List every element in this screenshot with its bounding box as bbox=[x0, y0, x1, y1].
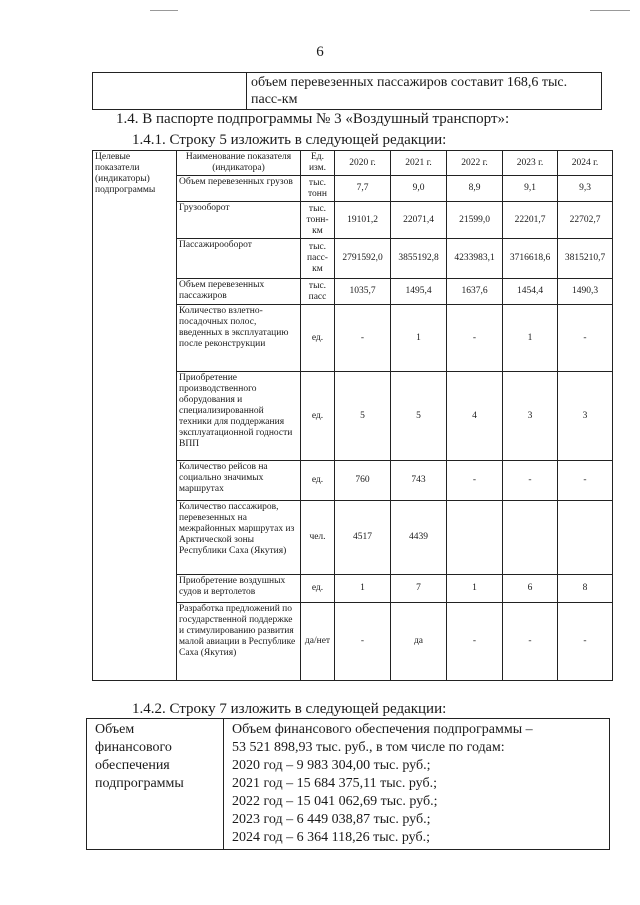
indicator-value: 8,9 bbox=[447, 176, 503, 202]
indicator-value: 1 bbox=[391, 305, 447, 372]
header-year: 2023 г. bbox=[503, 151, 558, 176]
section-heading-1-4-1: 1.4.1. Строку 5 изложить в следующей редакции: bbox=[132, 132, 447, 148]
indicator-value: 1490,3 bbox=[558, 279, 613, 305]
indicator-value: 1637,6 bbox=[447, 279, 503, 305]
finance-year-line: 2022 год – 15 041 062,69 тыс. руб.; bbox=[232, 794, 438, 809]
finance-table bbox=[86, 718, 610, 850]
header-name: Наименование показателя (индикатора) bbox=[177, 151, 301, 176]
top-row-line1: объем перевезенных пассажиров составит 168,6 тыс. bbox=[251, 75, 568, 90]
indicator-value: 3815210,7 bbox=[558, 239, 613, 279]
indicator-value: 22702,7 bbox=[558, 202, 613, 239]
indicator-value: 3716618,6 bbox=[503, 239, 558, 279]
finance-details-cell bbox=[224, 719, 610, 850]
finance-label-line: финансового bbox=[95, 740, 172, 755]
finance-line: Объем финансового обеспечения подпрограммы – bbox=[232, 722, 533, 737]
indicator-value: 1495,4 bbox=[391, 279, 447, 305]
indicator-value: 4517 bbox=[335, 501, 391, 575]
indicator-name: Количество рейсов на социально значимых маршрутах bbox=[177, 461, 301, 501]
indicator-value: 3 bbox=[503, 372, 558, 461]
header-unit: Ед. изм. bbox=[301, 151, 335, 176]
indicator-name: Приобретение воздушных судов и вертолетов bbox=[177, 575, 301, 603]
top-row-line2: пасс-км bbox=[251, 92, 298, 107]
indicator-name: Количество пассажиров, перевезенных на межрайонных маршрутах из Арктической зоны Республики Саха (Якутия) bbox=[177, 501, 301, 575]
indicator-value: - bbox=[558, 603, 613, 681]
indicator-name: Объем перевезенных пассажиров bbox=[177, 279, 301, 305]
indicator-unit: чел. bbox=[301, 501, 335, 575]
indicator-value: 1035,7 bbox=[335, 279, 391, 305]
indicator-value: 5 bbox=[391, 372, 447, 461]
indicator-value: 4439 bbox=[391, 501, 447, 575]
indicator-value: - bbox=[335, 305, 391, 372]
indicator-unit: тыс. пасс-км bbox=[301, 239, 335, 279]
indicator-value: 3855192,8 bbox=[391, 239, 447, 279]
indicator-name: Пассажирооборот bbox=[177, 239, 301, 279]
indicator-value: да bbox=[391, 603, 447, 681]
empty-cell bbox=[93, 73, 247, 110]
indicator-unit: да/нет bbox=[301, 603, 335, 681]
previous-table-fragment bbox=[92, 72, 602, 110]
indicator-value: 3 bbox=[558, 372, 613, 461]
scan-mark-right bbox=[590, 10, 630, 11]
header-year: 2022 г. bbox=[447, 151, 503, 176]
passenger-volume-cell bbox=[247, 73, 602, 110]
indicator-name: Количество взлетно-посадочных полос, введенных в эксплуатацию после реконструкции bbox=[177, 305, 301, 372]
indicator-unit: ед. bbox=[301, 305, 335, 372]
indicator-unit: тыс. тонн bbox=[301, 176, 335, 202]
indicator-value: 22071,4 bbox=[391, 202, 447, 239]
indicator-value: 1 bbox=[335, 575, 391, 603]
finance-year-line: 2023 год – 6 449 038,87 тыс. руб.; bbox=[232, 812, 431, 827]
indicator-name: Приобретение производственного оборудования и специализированной техники для поддержания эксплуатационной годности ВПП bbox=[177, 372, 301, 461]
indicator-unit: тыс. тонн-км bbox=[301, 202, 335, 239]
scan-mark-left bbox=[150, 10, 178, 11]
indicator-value bbox=[558, 501, 613, 575]
indicators-table bbox=[92, 150, 613, 681]
indicator-unit: ед. bbox=[301, 372, 335, 461]
section-label-cell: Целевые показатели (индикаторы) подпрограммы bbox=[93, 151, 177, 681]
indicator-value: - bbox=[558, 461, 613, 501]
finance-label-cell bbox=[87, 719, 224, 850]
indicator-value: 4233983,1 bbox=[447, 239, 503, 279]
indicator-value: - bbox=[335, 603, 391, 681]
indicator-value: 21599,0 bbox=[447, 202, 503, 239]
finance-year-line: 2024 год – 6 364 118,26 тыс. руб.; bbox=[232, 830, 430, 845]
indicator-value: 2791592,0 bbox=[335, 239, 391, 279]
header-year: 2024 г. bbox=[558, 151, 613, 176]
finance-line: 53 521 898,93 тыс. руб., в том числе по годам: bbox=[232, 740, 505, 755]
indicator-value: - bbox=[447, 305, 503, 372]
indicator-value: 7,7 bbox=[335, 176, 391, 202]
indicator-value: 19101,2 bbox=[335, 202, 391, 239]
indicator-value: - bbox=[447, 461, 503, 501]
indicator-value: 1 bbox=[503, 305, 558, 372]
indicator-name: Объем перевезенных грузов bbox=[177, 176, 301, 202]
indicator-unit: ед. bbox=[301, 575, 335, 603]
finance-year-line: 2020 год – 9 983 304,00 тыс. руб.; bbox=[232, 758, 431, 773]
indicator-value: 5 bbox=[335, 372, 391, 461]
indicator-unit: ед. bbox=[301, 461, 335, 501]
indicator-value: - bbox=[558, 305, 613, 372]
indicator-value: 7 bbox=[391, 575, 447, 603]
indicator-name: Грузооборот bbox=[177, 202, 301, 239]
finance-year-line: 2021 год – 15 684 375,11 тыс. руб.; bbox=[232, 776, 437, 791]
section-heading-1-4-2: 1.4.2. Строку 7 изложить в следующей редакции: bbox=[132, 701, 447, 717]
indicator-value: 1 bbox=[447, 575, 503, 603]
finance-label-line: подпрограммы bbox=[95, 776, 184, 791]
header-year: 2021 г. bbox=[391, 151, 447, 176]
indicator-unit: тыс. пасс bbox=[301, 279, 335, 305]
indicator-value: 760 bbox=[335, 461, 391, 501]
indicator-value: 743 bbox=[391, 461, 447, 501]
indicator-value: - bbox=[503, 461, 558, 501]
indicator-value: 9,0 bbox=[391, 176, 447, 202]
header-year: 2020 г. bbox=[335, 151, 391, 176]
indicator-value: - bbox=[503, 603, 558, 681]
section-heading-1-4: 1.4. В паспорте подпрограммы № 3 «Воздушный транспорт»: bbox=[116, 111, 510, 127]
page-number: 6 bbox=[316, 44, 324, 60]
indicator-value: 8 bbox=[558, 575, 613, 603]
indicator-value bbox=[503, 501, 558, 575]
indicator-name: Разработка предложений по государственной поддержке и стимулированию развития малой авиации в Республике Саха (Якутия) bbox=[177, 603, 301, 681]
indicator-value: 1454,4 bbox=[503, 279, 558, 305]
finance-label-line: обеспечения bbox=[95, 758, 170, 773]
finance-label-line: Объем bbox=[95, 722, 135, 737]
indicator-value: 9,3 bbox=[558, 176, 613, 202]
indicator-value bbox=[447, 501, 503, 575]
indicator-value: 6 bbox=[503, 575, 558, 603]
indicator-value: 9,1 bbox=[503, 176, 558, 202]
indicator-value: 22201,7 bbox=[503, 202, 558, 239]
indicator-value: 4 bbox=[447, 372, 503, 461]
indicator-value: - bbox=[447, 603, 503, 681]
